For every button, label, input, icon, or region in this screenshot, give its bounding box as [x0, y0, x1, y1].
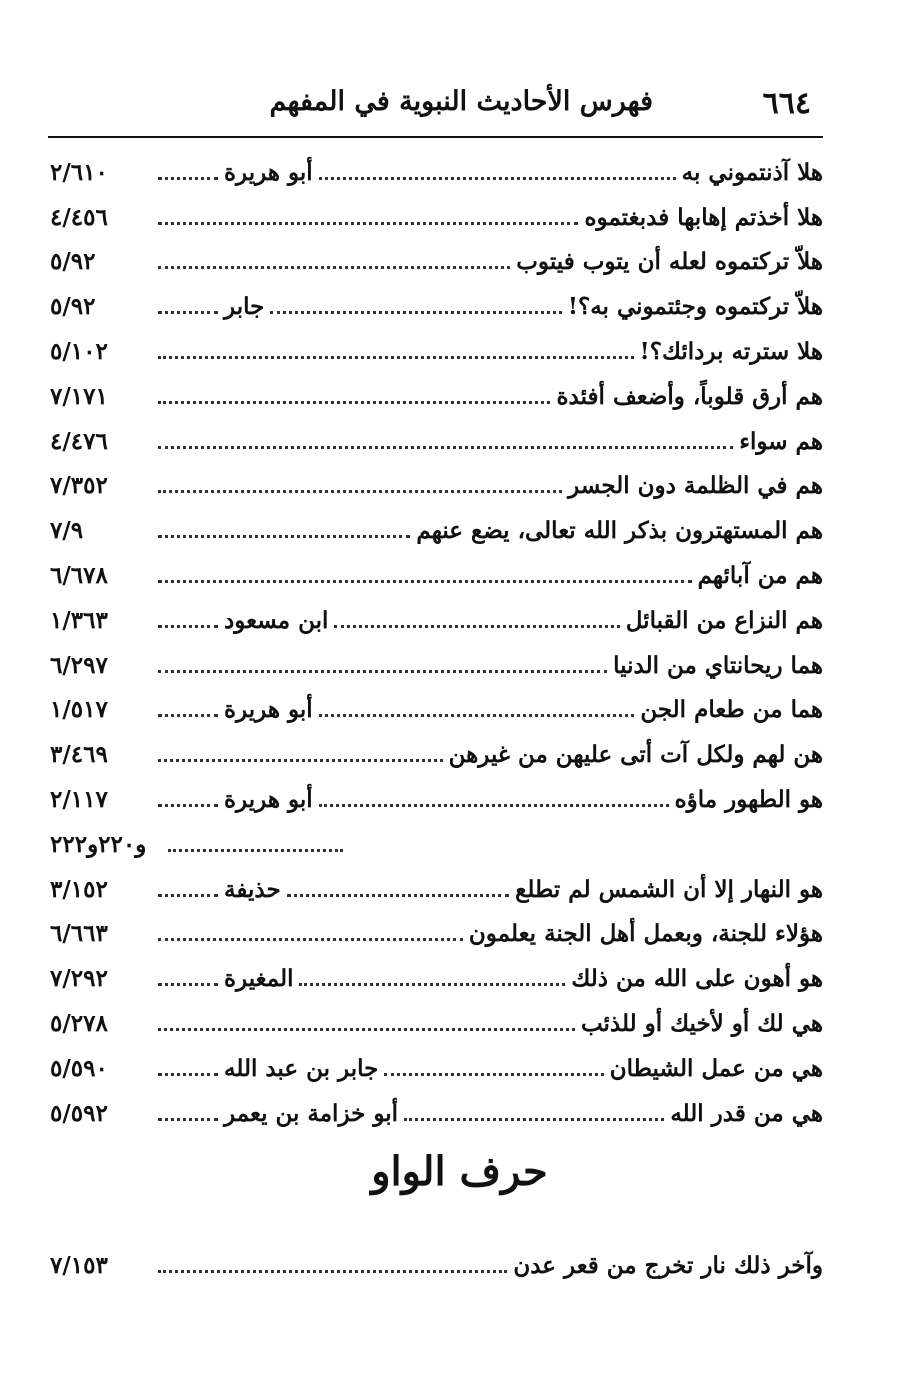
volume-page-ref: ٦/٢٩٧	[50, 651, 108, 679]
dot-leader	[158, 1073, 218, 1076]
index-entry	[50, 912, 823, 957]
page-number: ٦٦٤	[762, 86, 811, 121]
volume-page-ref: ٤/٤٥٦	[50, 203, 108, 231]
dot-leader	[158, 714, 218, 717]
dot-leader	[158, 401, 550, 404]
hadith-text: هم أرق قلوباً، وأضعف أفئدة	[556, 382, 823, 410]
narrator-name: جابر بن عبد الله	[224, 1054, 379, 1082]
dot-leader	[299, 983, 565, 986]
hadith-text: هو أهون على الله من ذلك	[571, 965, 823, 993]
hadith-text: هم من آبائهم	[697, 562, 823, 590]
dot-leader	[287, 894, 509, 897]
section-heading: حرف الواو	[371, 1148, 548, 1195]
hadith-text: هلاّ تركتموه لعله أن يتوب فيتوب	[516, 248, 823, 276]
hadith-text: هي لك أو لأخيك أو للذئب	[580, 1010, 823, 1038]
dot-leader	[158, 446, 733, 449]
dot-leader	[168, 849, 343, 852]
volume-page-ref: ٢/١١٧	[50, 786, 108, 814]
hadith-text: هم المستهترون بذكر الله تعالى، يضع عنهم	[416, 517, 823, 545]
narrator-name: أبو خزامة بن يعمر	[224, 1099, 399, 1127]
volume-page-ref: ٧/١٧١	[50, 382, 108, 410]
dot-leader	[158, 490, 562, 493]
dot-leader	[404, 1118, 664, 1121]
volume-page-ref: و٢٢٠و٢٢٢	[50, 830, 147, 858]
narrator-name: ابن مسعود	[224, 606, 329, 634]
hadith-text: هلا سترته بردائك؟!	[639, 338, 823, 366]
index-entry	[50, 1091, 823, 1136]
index-entry	[50, 777, 823, 822]
narrator-name: أبو هريرة	[224, 158, 313, 186]
narrator-name: جابر	[224, 293, 265, 321]
dot-leader	[158, 1118, 218, 1121]
index-entry	[50, 240, 823, 285]
index-entry	[50, 598, 823, 643]
dot-leader	[158, 177, 218, 180]
volume-page-ref: ٧/١٥٣	[50, 1251, 108, 1279]
dot-leader	[158, 311, 218, 314]
index-entry	[50, 553, 823, 598]
index-entry	[50, 464, 823, 509]
index-entry	[50, 508, 823, 553]
hadith-text: هما من طعام الجن	[640, 696, 823, 724]
narrator-name: أبو هريرة	[224, 696, 313, 724]
volume-page-ref: ٧/٩	[50, 517, 84, 545]
volume-page-ref: ٥/٢٧٨	[50, 1010, 108, 1038]
hadith-text: هو الطهور ماؤه	[674, 786, 823, 814]
index-entry	[50, 1243, 823, 1288]
index-entry	[50, 956, 823, 1001]
dot-leader	[319, 804, 669, 807]
index-entry	[50, 1001, 823, 1046]
dot-leader	[158, 804, 218, 807]
index-entry	[50, 329, 823, 374]
dot-leader	[158, 1270, 507, 1273]
index-entry	[50, 822, 823, 867]
hadith-text: هلا آذنتموني به	[681, 158, 823, 186]
narrator-name: حذيفة	[224, 875, 281, 903]
volume-page-ref: ١/٣٦٣	[50, 606, 108, 634]
hadith-text: هلا أخذتم إهابها فدبغتموه	[584, 203, 823, 231]
dot-leader	[334, 625, 619, 628]
index-entry	[50, 374, 823, 419]
dot-leader	[158, 1028, 575, 1031]
section-entry-list	[50, 1243, 823, 1288]
volume-page-ref: ٥/٩٢	[50, 293, 96, 321]
hadith-text: هي من قدر الله	[670, 1099, 823, 1127]
index-entry	[50, 643, 823, 688]
volume-page-ref: ٥/١٠٢	[50, 338, 108, 366]
index-entry	[50, 732, 823, 777]
dot-leader	[158, 266, 510, 269]
index-entry	[50, 419, 823, 464]
index-entry	[50, 867, 823, 912]
page-title: فهرس الأحاديث النبوية في المفهم	[269, 86, 653, 117]
hadith-text: هي من عمل الشيطان	[609, 1054, 823, 1082]
narrator-name: المغيرة	[224, 965, 294, 993]
volume-page-ref: ٤/٤٧٦	[50, 427, 108, 455]
hadith-text: هن لهم ولكل آت أتى عليهن من غيرهن	[448, 741, 823, 769]
narrator-name: أبو هريرة	[224, 786, 313, 814]
dot-leader	[158, 938, 463, 941]
hadith-text: هو النهار إلا أن الشمس لم تطلع	[515, 875, 823, 903]
volume-page-ref: ١/٥١٧	[50, 696, 108, 724]
dot-leader	[319, 714, 635, 717]
hadith-text: هلاّ تركتموه وجئتموني به؟!	[567, 293, 823, 321]
volume-page-ref: ٥/٩٢	[50, 248, 96, 276]
index-entry	[50, 1046, 823, 1091]
dot-leader	[158, 670, 607, 673]
dot-leader	[158, 580, 692, 583]
dot-leader	[158, 222, 578, 225]
dot-leader	[319, 177, 676, 180]
dot-leader	[158, 356, 634, 359]
dot-leader	[158, 625, 218, 628]
dot-leader	[384, 1073, 603, 1076]
index-entry	[50, 195, 823, 240]
page-header	[48, 76, 823, 138]
dot-leader	[158, 894, 218, 897]
hadith-text: هم سواء	[739, 427, 823, 455]
hadith-text: هؤلاء للجنة، وبعمل أهل الجنة يعلمون	[468, 920, 823, 948]
volume-page-ref: ٧/٢٩٢	[50, 965, 108, 993]
index-entry	[50, 688, 823, 733]
hadith-text: وآخر ذلك نار تخرج من قعر عدن	[513, 1251, 823, 1279]
dot-leader	[270, 311, 562, 314]
dot-leader	[158, 983, 218, 986]
volume-page-ref: ٣/١٥٢	[50, 875, 108, 903]
hadith-text: هم في الظلمة دون الجسر	[568, 472, 823, 500]
volume-page-ref: ٢/٦١٠	[50, 158, 108, 186]
dot-leader	[158, 759, 443, 762]
volume-page-ref: ٥/٥٩٢	[50, 1099, 108, 1127]
hadith-index-list	[50, 150, 823, 1136]
hadith-text: هم النزاع من القبائل	[625, 606, 823, 634]
volume-page-ref: ٧/٣٥٢	[50, 472, 108, 500]
volume-page-ref: ٦/٦٦٣	[50, 920, 108, 948]
index-entry	[50, 284, 823, 329]
volume-page-ref: ٣/٤٦٩	[50, 741, 108, 769]
index-entry	[50, 150, 823, 195]
hadith-text: هما ريحانتاي من الدنيا	[613, 651, 823, 679]
volume-page-ref: ٦/٦٧٨	[50, 562, 108, 590]
dot-leader	[158, 535, 410, 538]
volume-page-ref: ٥/٥٩٠	[50, 1054, 108, 1082]
